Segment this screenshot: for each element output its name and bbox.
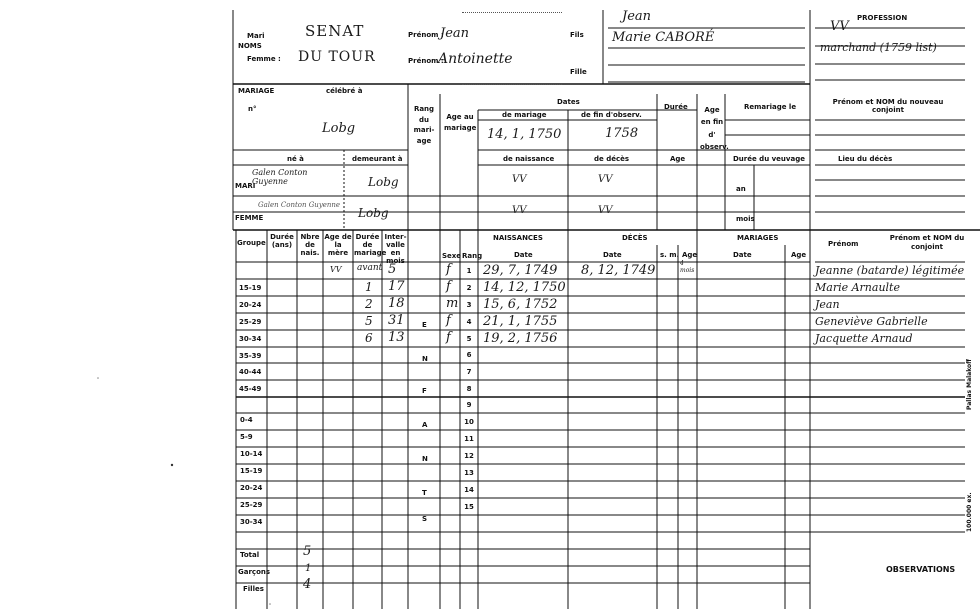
child-duree-mariage: 6 xyxy=(365,331,373,345)
child-intervalle: 31 xyxy=(388,313,405,328)
femme-lieu-naissance: Galen Conton Guyenne xyxy=(258,201,341,209)
child-naissance: 15, 6, 1752 xyxy=(483,297,558,312)
group-label: 45-49 xyxy=(239,385,262,393)
fille-label: Fille xyxy=(570,68,587,76)
group-label: 40-44 xyxy=(239,368,262,376)
profession-label: PROFESSION xyxy=(857,14,908,22)
child-duree-mariage: avant xyxy=(357,263,383,273)
mari-prenom: Jean xyxy=(440,26,470,41)
naissances-heading: NAISSANCES xyxy=(493,234,543,242)
child-prenom: Jeanne (batarde) légitimée xyxy=(815,264,965,277)
filles-label: Filles xyxy=(243,585,264,593)
de-naissance-label: de naissance xyxy=(503,155,555,163)
garcons-value: 1 xyxy=(305,563,312,574)
garcons-label: Garçons xyxy=(238,568,271,576)
mari-deces: VV xyxy=(598,174,613,185)
child-naissance: 29, 7, 1749 xyxy=(483,263,558,278)
lieu-deces-label: Lieu du décès xyxy=(838,155,893,163)
fin-obs-label: de fin d'observ. xyxy=(581,111,642,119)
date-mariage: 14, 1, 1750 xyxy=(487,127,562,142)
no-label: n° xyxy=(248,105,257,113)
child-intervalle: 13 xyxy=(388,330,405,345)
mari-demeurant: Lobg xyxy=(368,175,399,189)
prenom-label-mari: Prénom : xyxy=(408,31,444,39)
femme-nom: DU TOUR xyxy=(298,49,376,65)
child-prenom: Marie Arnaulte xyxy=(815,281,900,294)
col-prenom: Prénom xyxy=(828,240,859,248)
print-run-mark: 100.000 ex. xyxy=(966,492,973,532)
enfants-letter: N xyxy=(422,355,428,363)
col-duree-ans: Durée (ans) xyxy=(270,233,294,250)
child-age-mere: VV xyxy=(330,265,342,274)
group-label: 25-29 xyxy=(240,501,263,509)
rang-label: Rang du mari-age xyxy=(413,105,435,145)
dates-label: Dates xyxy=(557,98,580,106)
mariages-heading: MARIAGES xyxy=(737,234,779,242)
rang-number: 6 xyxy=(466,351,472,359)
child-naissance: 19, 2, 1756 xyxy=(483,331,558,346)
enfants-letter: A xyxy=(422,421,428,429)
group-label: 30-34 xyxy=(240,518,263,526)
group-label: 20-24 xyxy=(239,301,262,309)
rang-number: 5 xyxy=(466,335,472,343)
printer-mark: Pallas Malakoff xyxy=(966,358,973,410)
col-rang: Rang xyxy=(462,252,483,260)
mari-label: Mari xyxy=(247,32,265,40)
group-label: 20-24 xyxy=(240,484,263,492)
ne-a-label: né à xyxy=(287,155,304,163)
col-sm: s. m. xyxy=(660,251,680,259)
prenom-label-femme: Prénom : xyxy=(408,57,444,65)
child-sexe: f xyxy=(446,313,451,328)
col-mariage-age: Age xyxy=(791,251,807,259)
rang-number: 9 xyxy=(466,401,472,409)
child-prenom: Jean xyxy=(815,298,840,311)
col-sexe: Sexe xyxy=(442,252,462,260)
rang-number: 12 xyxy=(464,452,474,460)
child-duree-mariage: 5 xyxy=(365,314,373,328)
nouveau-conjoint-label: Prénom et NOM du nouveau conjoint xyxy=(832,98,944,115)
enfants-letter: E xyxy=(422,321,427,329)
group-label: 35-39 xyxy=(239,352,262,360)
duree-veuvage-label: Durée du veuvage xyxy=(733,155,805,163)
date-fin-observation: 1758 xyxy=(605,126,639,141)
col-prenom-nom-conjoint: Prénom et NOM du conjoint xyxy=(889,234,965,252)
child-prenom: Jacquette Arnaud xyxy=(815,332,913,345)
dotted-line xyxy=(462,84,562,85)
rang-number: 2 xyxy=(466,284,472,292)
demeurant-label: demeurant à xyxy=(352,155,403,163)
rang-number: 11 xyxy=(464,435,474,443)
lieu-mariage: Lobg xyxy=(322,121,356,136)
age-mariage-label: Age au mariage xyxy=(444,113,477,132)
mari-naissance: VV xyxy=(512,174,527,185)
col-deces-date: Date xyxy=(603,251,622,259)
total-label: Total xyxy=(240,551,260,559)
child-prenom: Geneviève Gabrielle xyxy=(815,315,928,328)
col-mariage-date: Date xyxy=(733,251,752,259)
enfants-letter: S xyxy=(422,515,428,523)
child-duree-mariage: 1 xyxy=(365,280,373,294)
rang-number: 4 xyxy=(466,318,472,326)
group-label: 15-19 xyxy=(239,284,262,292)
rang-number: 13 xyxy=(464,469,474,477)
femme-prenom: Antoinette xyxy=(438,51,513,67)
observations-label: OBSERVATIONS xyxy=(886,565,956,574)
de-mariage-label: de mariage xyxy=(502,111,547,119)
child-duree-mariage: 2 xyxy=(365,297,373,311)
col-age-mere: Age de la mère xyxy=(324,233,352,258)
col-duree-mariage: Durée de mariage xyxy=(354,233,387,258)
mari-row-label: MARI xyxy=(235,182,256,190)
group-label: 5-9 xyxy=(240,433,253,441)
rang-number: 7 xyxy=(466,368,472,376)
rang-number: 15 xyxy=(464,503,474,511)
rang-number: 1 xyxy=(466,267,472,275)
fils-label: Fils xyxy=(570,31,584,39)
col-naissance-date: Date xyxy=(514,251,533,259)
child-sexe: f xyxy=(446,279,451,294)
child-intervalle: 18 xyxy=(388,296,405,311)
mari-lieu-naissance: Galen Conton Guyenne xyxy=(252,168,308,187)
femme-row-label: FEMME xyxy=(235,214,264,222)
rang-number: 14 xyxy=(464,486,474,494)
child-sexe: f xyxy=(446,262,451,277)
col-nbre-naiss: Nbre de nais. xyxy=(300,233,320,258)
rang-number: 8 xyxy=(466,385,472,393)
de-deces-label: de décès xyxy=(594,155,630,163)
femme-demeurant: Lobg xyxy=(358,206,389,220)
col-groupe: Groupe xyxy=(237,239,266,247)
profession-vv: VV xyxy=(830,19,849,34)
mari-nom: SENAT xyxy=(305,22,365,40)
fils-prenom: Jean xyxy=(622,9,652,24)
mois-label: mois xyxy=(736,215,755,223)
group-label: 0-4 xyxy=(240,416,253,424)
celebre-label: célébré à xyxy=(326,87,363,95)
an-label: an xyxy=(736,185,746,193)
mariage-label: MARIAGE xyxy=(238,87,275,95)
femme-label: Femme : xyxy=(247,55,281,63)
child-naissance: 14, 12, 1750 xyxy=(483,280,566,295)
femme-deces: VV xyxy=(598,205,613,216)
femme-naissance: VV xyxy=(512,205,527,216)
group-label: 15-19 xyxy=(240,467,263,475)
filles-value: 4 xyxy=(303,577,312,592)
deces-heading: DÉCÈS xyxy=(622,234,648,242)
remariage-label: Remariage le xyxy=(744,103,797,111)
fils-nom: Marie CABORÉ xyxy=(612,30,715,45)
child-intervalle: 17 xyxy=(388,279,405,294)
group-label: 25-29 xyxy=(239,318,262,326)
rang-number: 3 xyxy=(466,301,472,309)
rang-number: 10 xyxy=(464,418,474,426)
child-deces-age: 4 mois xyxy=(680,260,695,274)
group-label: 30-34 xyxy=(239,335,262,343)
dotted-line xyxy=(462,12,562,13)
col-intervalle: Inter-valle en mois xyxy=(384,233,407,266)
child-sexe: m xyxy=(446,296,459,311)
enfants-letter: N xyxy=(422,455,428,463)
group-label: 10-14 xyxy=(240,450,263,458)
child-intervalle: 5 xyxy=(388,262,397,277)
profession-value: marchand (1759 list) xyxy=(820,41,937,54)
age-label: Age xyxy=(670,155,686,163)
child-sexe: f xyxy=(446,330,451,345)
noms-label: NOMS xyxy=(238,42,262,50)
child-naissance: 21, 1, 1755 xyxy=(483,314,558,329)
enfants-letter: T xyxy=(422,489,427,497)
duree-label: Durée xyxy=(664,103,688,111)
col-deces-age: Age xyxy=(682,251,698,259)
total-value: 5 xyxy=(303,544,312,559)
enfants-letter: F xyxy=(422,387,427,395)
child-deces: 8, 12, 1749 xyxy=(581,263,656,278)
age-fin-label: Age en fin d' observ. xyxy=(700,106,729,151)
